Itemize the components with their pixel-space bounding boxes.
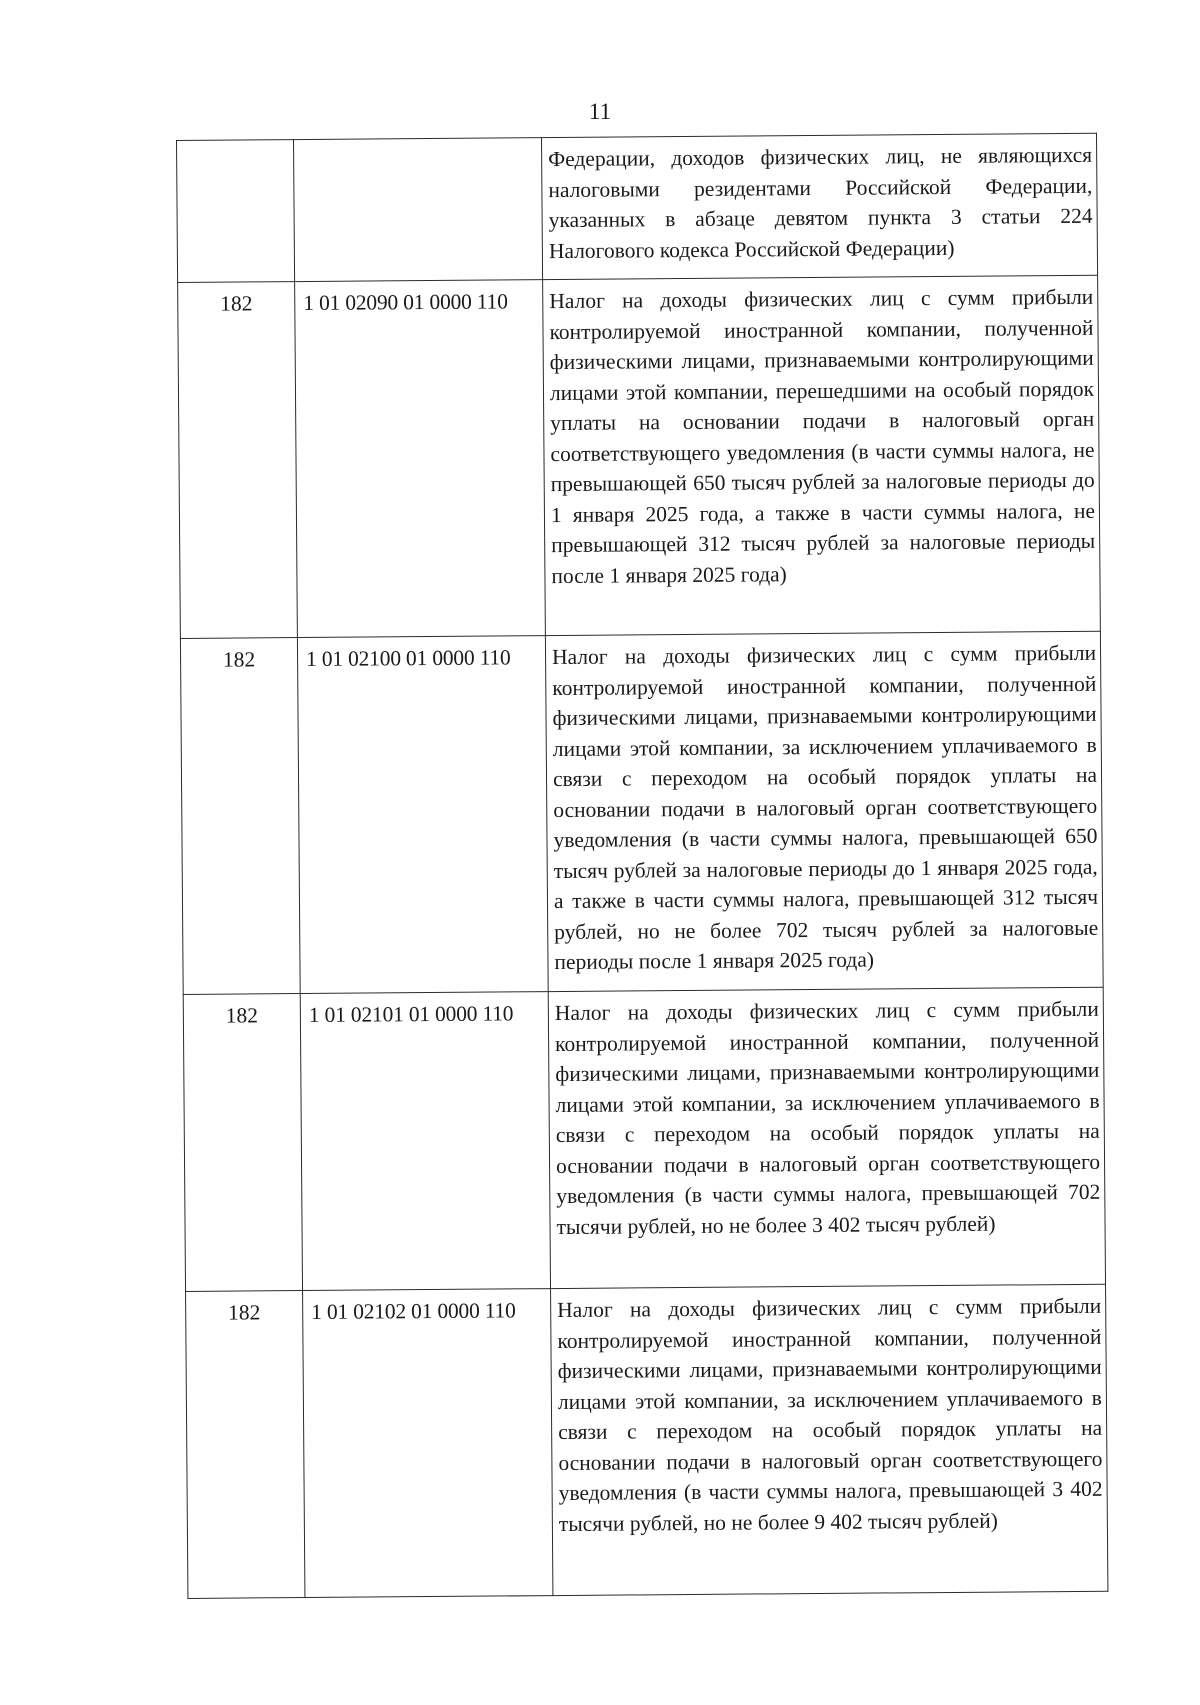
table-row [180, 631, 1103, 994]
kbk-cell: 1 01 02102 01 0000 110 [303, 1289, 553, 1598]
budget-codes-table [176, 133, 1108, 1599]
admin-code-cell: 182 [183, 994, 302, 1292]
admin-code-cell: 182 [180, 638, 300, 995]
admin-code-cell [177, 140, 295, 283]
description-cell: Налог на доходы физических лиц с сумм прибыли контролируемой иностранной компании, полученной физическими лицами, признаваемыми контролирующими лицами этой компании, за исключением уплачиваемого в связи с переходом на особый порядок уплаты на основании подачи в налоговый орган соответствующего уведомления (в части суммы налога, превышающей 3 402 тысячи рублей, но не более 9 402 тысяч рублей) [551, 1284, 1108, 1595]
table-row [178, 275, 1101, 638]
description-cell: Федерации, доходов физических лиц, не являющихся налоговыми резидентами Российской Федерации, указанных в абзаце девятом пункта 3 статьи 224 Налогового кодекса Российской Федерации) [541, 133, 1097, 279]
kbk-cell: 1 01 02100 01 0000 110 [297, 636, 548, 994]
kbk-cell: 1 01 02101 01 0000 110 [300, 992, 550, 1291]
kbk-cell [294, 138, 543, 282]
admin-code-cell: 182 [186, 1291, 305, 1599]
table-row [186, 1284, 1108, 1598]
description-cell: Налог на доходы физических лиц с сумм прибыли контролируемой иностранной компании, полученной физическими лицами, признаваемыми контролирующими лицами этой компании, за исключением уплачиваемого в связи с переходом на особый порядок уплаты на основании подачи в налоговый орган соответствующего уведомления (в части суммы налога, превышающей 650 тысяч рублей за налоговые периоды до 1 января 2025 года, а также в части суммы налога, превышающей 312 тысяч рублей, но не более 702 тысяч рублей за налоговые периоды после 1 января 2025 года) [545, 631, 1103, 991]
page-number: 11 [588, 99, 612, 124]
description-cell: Налог на доходы физических лиц с сумм прибыли контролируемой иностранной компании, полученной физическими лицами, признаваемыми контролирующими лицами этой компании, перешедшими на особый порядок уплаты на основании подачи в налоговый орган соответствующего уведомления (в части суммы налога, не превышающей 650 тысяч рублей за налоговые периоды до 1 января 2025 года, а также в части суммы налога, не превышающей 312 тысяч рублей за налоговые периоды после 1 января 2025 года) [543, 275, 1101, 635]
kbk-cell: 1 01 02090 01 0000 110 [295, 280, 546, 638]
table-row [177, 133, 1098, 282]
description-cell: Налог на доходы физических лиц с сумм прибыли контролируемой иностранной компании, полученной физическими лицами, признаваемыми контролирующими лицами этой компании, за исключением уплачиваемого в связи с переходом на особый порядок уплаты на основании подачи в налоговый орган соответствующего уведомления (в части суммы налога, превышающей 702 тысячи рублей, но не более 3 402 тысяч рублей) [548, 987, 1105, 1288]
admin-code-cell: 182 [178, 282, 298, 639]
table-row [183, 987, 1105, 1291]
